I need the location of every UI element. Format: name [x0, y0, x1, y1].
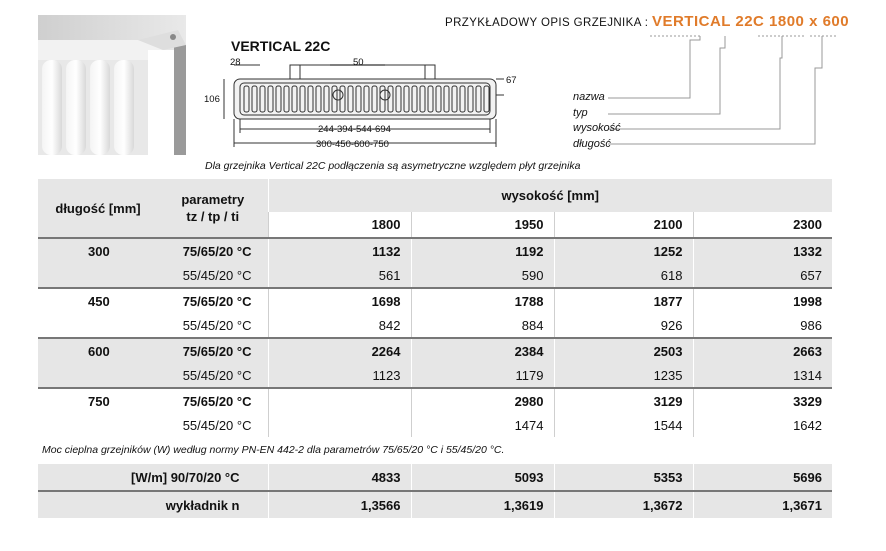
height-1950: 1950: [411, 212, 554, 238]
table-row: [38, 338, 832, 363]
dim-50: 50: [353, 57, 364, 68]
row-length: 750: [38, 388, 158, 413]
cell: 1,3672: [554, 491, 693, 518]
cell: [268, 388, 411, 413]
row-param: 55/45/20 °C: [182, 267, 252, 283]
wm-label: [W/m] 90/70/20 °C: [130, 469, 240, 485]
cell: 561: [268, 263, 411, 288]
diagram-caption: Dla grzejnika Vertical 22C podłączenia są asymetryczne względem płyt grzejnika: [205, 160, 581, 172]
cell: 2663: [693, 338, 832, 363]
table-row: [38, 388, 832, 413]
col-length-header: długość [mm]: [55, 200, 141, 216]
cell: 1235: [554, 363, 693, 388]
cell: 2503: [554, 338, 693, 363]
table-row: [38, 413, 832, 437]
cell: 2980: [411, 388, 554, 413]
row-param: 75/65/20 °C: [158, 338, 268, 363]
cell: 1192: [411, 238, 554, 263]
cell: 1998: [693, 288, 832, 313]
cell: 2264: [268, 338, 411, 363]
cell: 1474: [411, 413, 554, 437]
example-label: PRZYKŁADOWY OPIS GRZEJNIKA :: [445, 17, 649, 29]
cell: 1544: [554, 413, 693, 437]
cell: 1,3566: [268, 491, 411, 518]
row-length: 600: [38, 338, 158, 363]
cell: 3329: [693, 388, 832, 413]
height-1800: 1800: [268, 212, 411, 238]
table-row: [38, 238, 832, 263]
cell: 1788: [411, 288, 554, 313]
dim-inner: 244-394-544-694: [318, 124, 391, 135]
exp-label: wykładnik n: [38, 491, 268, 518]
cell: 986: [693, 313, 832, 338]
cell: 5093: [411, 464, 554, 491]
cell: 657: [693, 263, 832, 288]
cell: 1642: [693, 413, 832, 437]
example-value: VERTICAL 22C 1800 x 600: [651, 13, 850, 30]
cell: 1,3671: [693, 491, 832, 518]
table-row: [38, 313, 832, 338]
row-param: 75/65/20 °C: [158, 238, 268, 263]
row-param: 55/45/20 °C: [182, 367, 252, 383]
radiator-photo: [38, 15, 186, 155]
cell: 884: [411, 313, 554, 338]
table-row: [38, 491, 832, 518]
cell: 1179: [411, 363, 554, 388]
diagram-title: VERTICAL 22C: [231, 38, 331, 54]
table-row: [38, 363, 832, 388]
table-header-row: [38, 179, 832, 212]
dim-outer: 300-450-600-750: [316, 139, 389, 150]
cell: 1698: [268, 288, 411, 313]
row-param: 55/45/20 °C: [182, 317, 252, 333]
power-table: [38, 179, 832, 437]
table-row: [38, 288, 832, 313]
col-params-header: [158, 179, 268, 238]
height-2100: 2100: [554, 212, 693, 238]
cell: 1,3619: [411, 491, 554, 518]
height-2300: 2300: [693, 212, 832, 238]
row-param: 75/65/20 °C: [158, 288, 268, 313]
cell: 1314: [693, 363, 832, 388]
extra-table: [38, 464, 832, 518]
legend-type: typ: [573, 107, 588, 119]
col-height-header: wysokość [mm]: [268, 179, 832, 212]
cell: 842: [268, 313, 411, 338]
row-length: 300: [38, 238, 158, 263]
cell: 1877: [554, 288, 693, 313]
cell: 1332: [693, 238, 832, 263]
cell: 3129: [554, 388, 693, 413]
footnote: Moc cieplna grzejników (W) według normy PN-EN 442-2 dla parametrów 75/65/20 °C i 55/45/20 °C.: [42, 444, 505, 456]
legend-length: długość: [573, 138, 611, 150]
cell: 2384: [411, 338, 554, 363]
cell: 4833: [268, 464, 411, 491]
col-params-sub: tz / tp / ti: [186, 209, 240, 224]
dim-28: 28: [230, 57, 241, 68]
row-length: 450: [38, 288, 158, 313]
cell: 5353: [554, 464, 693, 491]
cell: 926: [554, 313, 693, 338]
cell: 618: [554, 263, 693, 288]
row-param: 55/45/20 °C: [182, 417, 252, 433]
cell: 1123: [268, 363, 411, 388]
row-param: 75/65/20 °C: [158, 388, 268, 413]
cell: 1252: [554, 238, 693, 263]
dim-67: 67: [506, 75, 517, 86]
table-row: [38, 464, 832, 491]
legend-name: nazwa: [573, 91, 605, 103]
col-params-label: parametry: [181, 192, 245, 207]
dim-106: 106: [204, 94, 220, 105]
cell: [268, 413, 411, 437]
legend-height: wysokość: [573, 122, 621, 134]
cell: 590: [411, 263, 554, 288]
cell: 5696: [693, 464, 832, 491]
table-row: [38, 263, 832, 288]
cell: 1132: [268, 238, 411, 263]
